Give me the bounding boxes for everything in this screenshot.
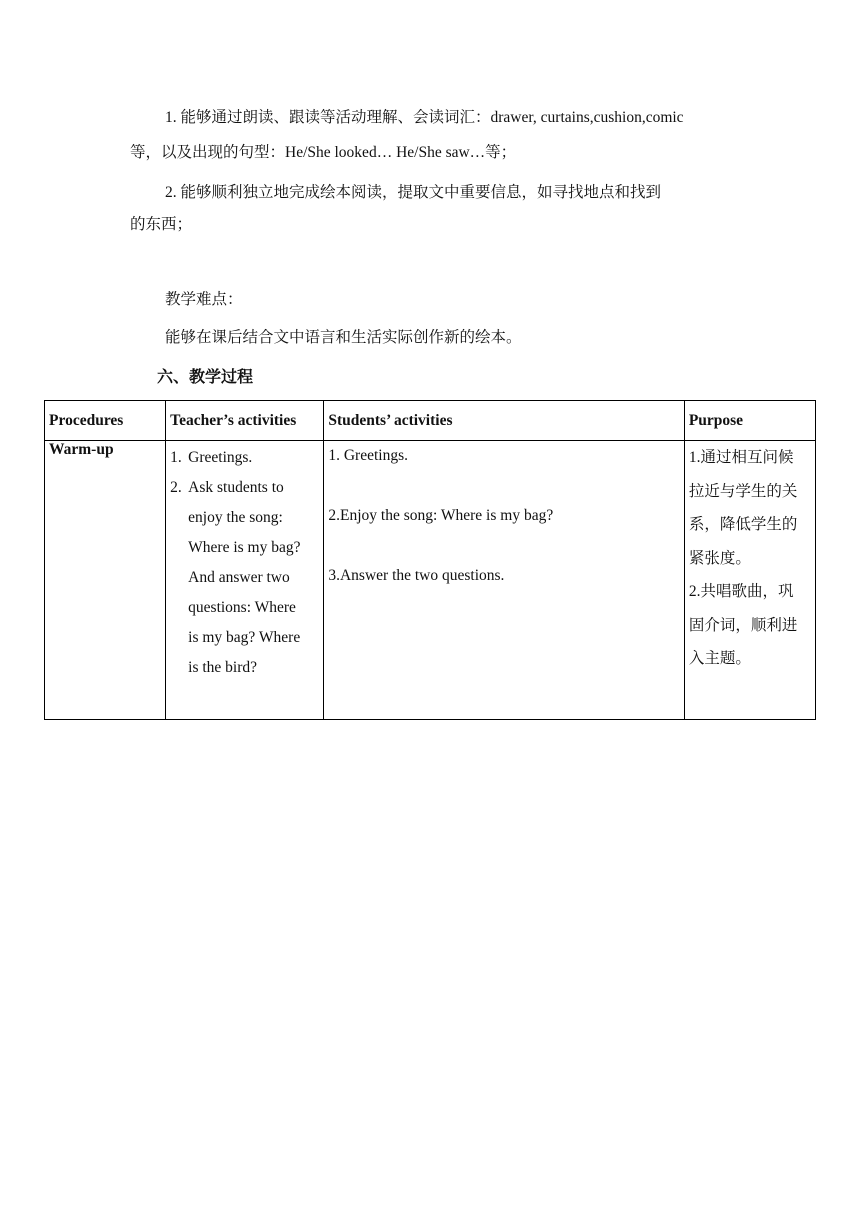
objective-2-line-1: 2. 能够顺利独立地完成绘本阅读，提取文中重要信息，如寻找地点和找到 — [165, 184, 662, 201]
objective-2-line-2: 的东西； — [130, 216, 193, 233]
table-row — [45, 441, 816, 720]
difficulty-text: 能够在课后结合文中语言和生活实际创作新的绘本。 — [165, 329, 522, 346]
header-purpose: Purpose — [684, 401, 815, 441]
header-teacher-activities: Teacher’s activities — [166, 401, 324, 441]
difficulty-heading: 教学难点： — [165, 291, 243, 308]
teacher-activities-cell — [166, 441, 324, 720]
students-activities-cell — [324, 441, 684, 720]
student-item: 3.Answer the two questions. — [328, 567, 505, 584]
purpose-cell: 1.通过相互问候 拉近与学生的关 系，降低学生的 紧张度。 2.共唱歌曲，巩 固介词，顺利进 入主题。 — [684, 441, 815, 720]
header-students-activities: Students’ activities — [324, 401, 684, 441]
table-header-row — [45, 401, 816, 441]
objective-1-line-1: 1. 能够通过朗读、跟读等活动理解、会读词汇：drawer, curtains,cushion,comic — [165, 109, 684, 126]
teacher-item: 1. Greetings. — [170, 449, 253, 466]
student-item: 1. Greetings. — [328, 447, 408, 464]
header-procedures: Procedures — [45, 401, 166, 441]
objective-1-line-2: 等，以及出现的句型：He/She looked… He/She saw…等； — [130, 144, 517, 161]
student-item: 2.Enjoy the song: Where is my bag? — [328, 507, 554, 524]
stage-cell: Warm-up — [45, 441, 166, 720]
procedure-table — [44, 400, 816, 720]
teacher-item: 2. Ask students to enjoy the song: Where is my bag? And answer two questions: Where is my bag? Where is the bird? — [170, 479, 301, 676]
section-title: 六、教学过程 — [157, 369, 254, 386]
